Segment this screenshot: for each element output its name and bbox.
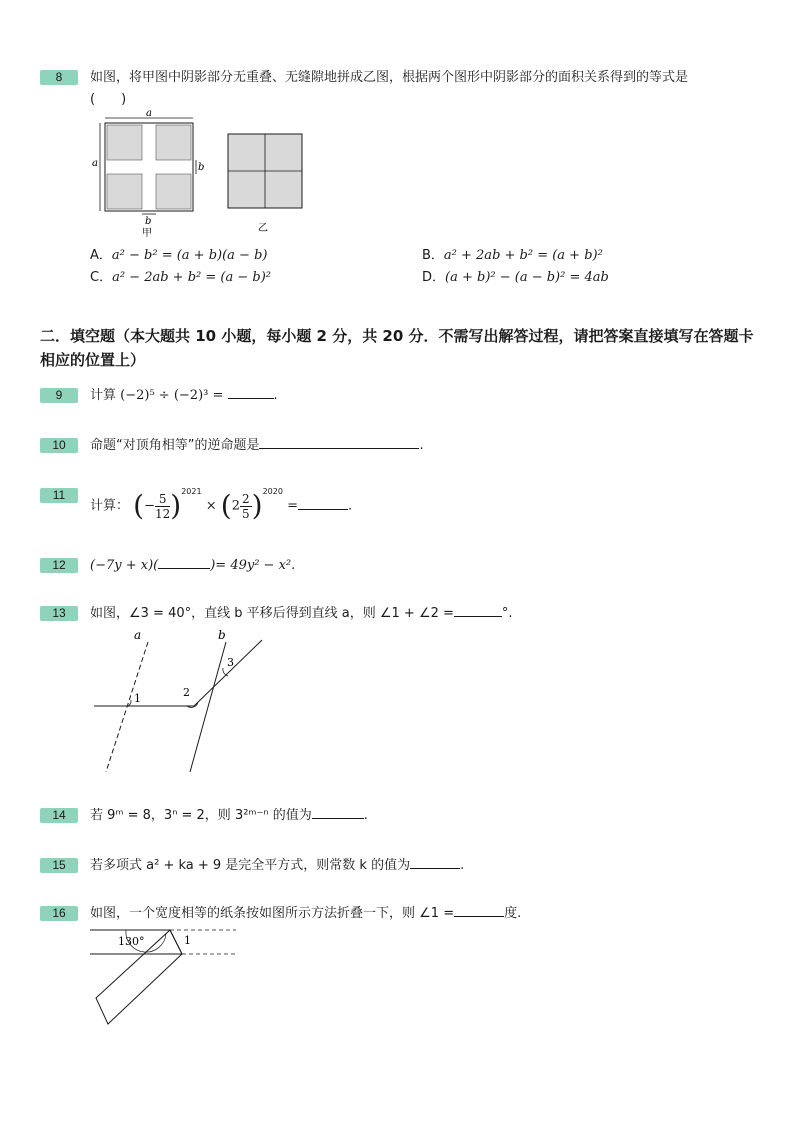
shaded-piece: [156, 125, 191, 160]
exponent: 2020: [262, 487, 283, 497]
angle-arc-3: [223, 668, 228, 676]
question-number-badge: 10: [40, 438, 78, 453]
section-title: 二．填空题（本大题共 10 小题，每小题 2 分，共 20 分．不需写出解答过程，请把答案直接填写在答题卡相应的位置上）: [40, 327, 754, 369]
question-number-badge: 16: [40, 906, 78, 921]
exponent: 2021: [181, 487, 202, 497]
fraction: $\frac{2}{5}$: [241, 491, 250, 521]
caption-yi: 乙: [258, 223, 268, 234]
option-expr: a² − b² = (a + b)(a − b): [111, 248, 268, 263]
option-a[interactable]: [90, 246, 267, 266]
option-expr: a² + 2ab + b² = (a + b)²: [443, 248, 603, 263]
figure-yi: [226, 132, 306, 236]
end: .: [460, 858, 465, 873]
question-text: [90, 556, 758, 576]
right-expr: )= 49y² − x².: [210, 558, 296, 573]
question-text: [90, 806, 758, 826]
option-b[interactable]: [422, 246, 603, 266]
option-expr: a² − 2ab + b² = (a − b)²: [112, 270, 271, 285]
shaded-piece: [107, 125, 142, 160]
text: 如图，一个宽度相等的纸条按如图所示方法折叠一下，则 ∠1 =: [90, 906, 455, 921]
label-1: 1: [184, 934, 191, 947]
left-expr: (−7y + x)(: [90, 558, 159, 573]
answer-blank[interactable]: [454, 904, 504, 917]
question-number-badge: 11: [40, 488, 78, 503]
expression: (−2)⁵ ÷ (−2)³ =: [120, 388, 224, 403]
end: .: [419, 438, 424, 453]
angle-label: 130°: [118, 935, 145, 948]
answer-blank[interactable]: [228, 386, 274, 399]
label-b: b: [218, 628, 226, 642]
shaded-piece: [107, 174, 142, 209]
question-number-badge: 12: [40, 558, 78, 573]
answer-blank[interactable]: [259, 436, 419, 449]
option-letter: B．: [422, 248, 444, 263]
figure-13: [90, 626, 270, 776]
answer-blank[interactable]: [298, 497, 348, 510]
text: 若 9ᵐ = 8，3ⁿ = 2，则 3²ᵐ⁻ⁿ 的值为: [90, 808, 312, 823]
question-text: 如图，将甲图中阴影部分无重叠、无缝隙地拼成乙图，根据两个图形中阴影部分的面积关系得到的等式是: [90, 70, 689, 85]
question-text: [90, 604, 758, 624]
option-letter: A．: [90, 248, 112, 263]
question-number-badge: 13: [40, 606, 78, 621]
times: ×: [205, 498, 217, 514]
whole-part: 2: [231, 498, 240, 514]
fraction: $\frac{5}{12}$: [155, 491, 171, 521]
end: .: [273, 388, 278, 403]
label-b-right: b: [198, 162, 205, 173]
label-1: 1: [134, 692, 141, 705]
end: .: [347, 498, 353, 514]
answer-blank[interactable]: [158, 556, 210, 569]
option-expr: (a + b)² − (a − b)² = 4ab: [445, 270, 609, 285]
prefix: 计算: [90, 388, 117, 403]
question-text: 计算： (− $\frac{5}{12}$ )$^{2021}$ × (2 $\frac{2}{5}$ )$^{2020}$ = .: [90, 487, 353, 522]
text: 如图，∠3 = 40°，直线 b 平移后得到直线 a，则 ∠1 + ∠2 =: [90, 606, 454, 621]
question-number-badge: 8: [40, 70, 78, 85]
answer-blank[interactable]: [410, 856, 460, 869]
figure-jia: [90, 106, 210, 240]
option-letter: C．: [90, 270, 113, 285]
label-3: 3: [227, 656, 234, 669]
option-letter: D．: [422, 270, 446, 285]
text: 若多项式 a² + ka + 9 是完全平方式，则常数 k 的值为: [90, 858, 411, 873]
line-a: [106, 642, 148, 772]
answer-blank[interactable]: [312, 806, 364, 819]
label-a: a: [134, 628, 142, 642]
question-number-badge: 15: [40, 858, 78, 873]
question-number-badge: 14: [40, 808, 78, 823]
question-number-badge: 9: [40, 388, 78, 403]
label-b-bottom: b: [145, 216, 152, 227]
equals: =: [287, 498, 298, 514]
end: .: [363, 808, 368, 823]
option-c[interactable]: [90, 268, 271, 288]
angle-arc-2: [187, 702, 198, 707]
question-text: [90, 904, 758, 924]
end: °.: [501, 606, 513, 621]
slanted-line: [194, 640, 262, 706]
shaded-piece: [156, 174, 191, 209]
answer-blank[interactable]: [454, 604, 502, 617]
label-a-top: a: [146, 108, 152, 119]
option-d[interactable]: [422, 268, 609, 288]
prefix: 计算：: [90, 498, 130, 514]
end: 度.: [504, 906, 522, 921]
caption-jia: 甲: [142, 228, 152, 239]
label-a-left: a: [92, 158, 98, 169]
line-b: [190, 642, 226, 772]
answer-paren: ( ): [90, 92, 127, 107]
label-2: 2: [183, 686, 190, 699]
question-text: [90, 386, 758, 406]
question-text: [90, 436, 758, 456]
text: 命题“对顶角相等”的逆命题是: [90, 438, 260, 453]
figure-16: [86, 924, 246, 1028]
question-text: [90, 856, 758, 876]
